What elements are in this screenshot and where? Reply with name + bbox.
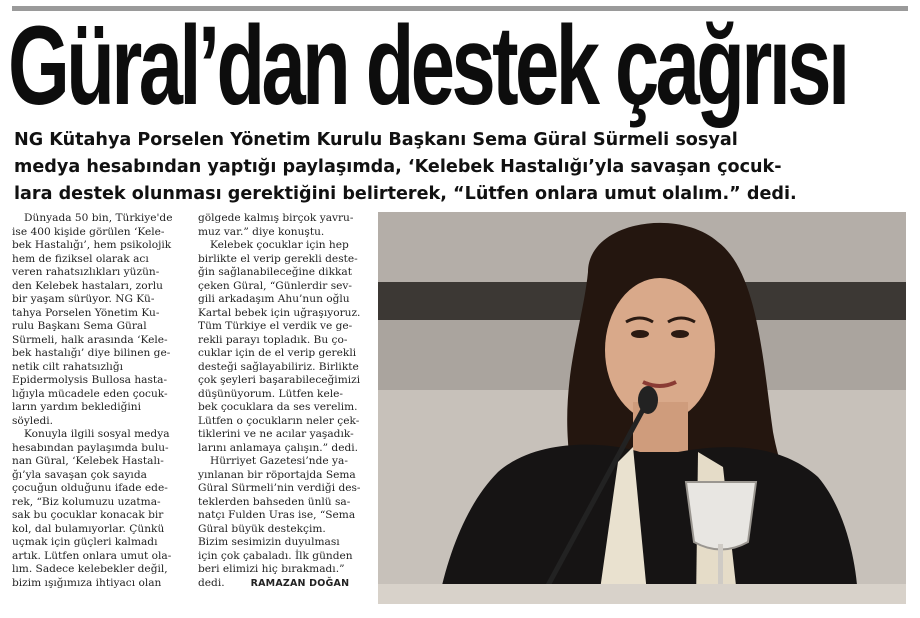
text-line: Kartal bebek için uğraşıyoruz. — [198, 306, 361, 319]
text-line: Sürmeli, halk arasında ‘Kele- — [12, 333, 168, 346]
text-line: netik cilt rahatsızlığı — [12, 360, 123, 373]
text-line: rek, “Biz kolumuzu uzatma- — [12, 495, 161, 508]
headline: Güral’dan destek çağrısı — [8, 3, 847, 128]
text-line: larını anlamaya çalışın.” dedi. — [198, 441, 359, 454]
text-line: Konuyla ilgili sosyal medya — [24, 428, 170, 440]
text-line: bek hastalığı’ diye bilinen ge- — [12, 347, 171, 359]
text-line: Güral Sürmeli’nin verdiği des- — [198, 482, 361, 494]
text-line: çocuğun olduğunu ifade ede- — [12, 482, 168, 494]
text-line: muz var.” diye konuştu. — [198, 225, 325, 238]
text-line: cuklar için de el verip gerekli — [198, 347, 357, 359]
paragraph — [198, 212, 368, 239]
text-line: teklerden bahseden ünlü sa- — [198, 495, 351, 508]
text-line: bek çocuklara da ses verelim. — [198, 401, 358, 413]
text-line: yınlanan bir röportajda Sema — [198, 468, 356, 481]
paragraph — [198, 455, 368, 577]
text-line: natçı Fulden Uras ise, “Sema — [198, 509, 356, 521]
lead-paragraph — [14, 127, 906, 208]
lead-line: medya hesabından yaptığı paylaşımda, ‘Kelebek Hastalığı’yla savaşan çocuk- — [14, 157, 782, 177]
text-line: hem de fiziksel olarak acı — [12, 252, 149, 265]
text-line: veren rahatsızlıkları yüzün- — [12, 266, 160, 278]
closing-line — [198, 577, 368, 591]
text-line: lım. Sadece kelebekler değil, — [12, 563, 168, 575]
lead-line: NG Kütahya Porselen Yönetim Kurulu Başkanı Sema Güral Sürmeli sosyal — [14, 130, 738, 150]
text-line: beri elimizi hiç bırakmadı.” — [198, 563, 345, 575]
text-line: Lütfen o çocukların neler çek- — [198, 414, 360, 427]
article-column-1 — [12, 212, 180, 590]
text-line: artık. Lütfen onlara umut ola- — [12, 549, 172, 562]
text-line: Kelebek çocuklar için hep — [210, 239, 349, 251]
text-line: sak bu çocuklar konacak bir — [12, 509, 164, 521]
text-line: tahya Porselen Yönetim Ku- — [12, 306, 160, 319]
text-line: ğı’yla savaşan çok sayıda — [12, 468, 147, 481]
text-line: Hürriyet Gazetesi’nde ya- — [210, 455, 348, 467]
text-line: çok şeyleri başarabileceğimizi — [198, 374, 361, 386]
lead-line: lara destek olunması gerektiğini belirterek, “Lütfen onlara umut olalım.” dedi. — [14, 184, 797, 204]
text-line: düşünüyorum. Lütfen kele- — [198, 387, 343, 400]
text-line: kol, dal bulamıyorlar. Çünkü — [12, 522, 165, 535]
text-line: Dünyada 50 bin, Türkiye'de — [24, 212, 173, 224]
text-line: bizim ışığımıza ihtiyacı olan — [12, 576, 162, 589]
text-line: için çok çabaladı. İlk günden — [198, 549, 353, 562]
text-line: Tüm Türkiye el verdik ve ge- — [198, 320, 353, 332]
text-line: birlikte el verip gerekli deste- — [198, 252, 358, 265]
byline: RAMAZAN DOĞAN — [250, 577, 350, 589]
text-line: ise 400 kişide görülen ‘Kele- — [12, 225, 165, 238]
text-line: ların yardım beklediğini — [12, 401, 141, 413]
text-line: Bizim sesimizin duyulması — [198, 536, 340, 548]
text-line: rulu Başkanı Sema Güral — [12, 320, 147, 332]
portrait-photo — [378, 212, 906, 604]
paragraph — [12, 428, 180, 590]
closing-word: dedi. — [198, 576, 225, 589]
text-line: bek Hastalığı’, hem psikolojik — [12, 239, 172, 251]
text-line: gili arkadaşım Ahu’nun oğlu — [198, 293, 350, 305]
text-line: Epidermolysis Bullosa hasta- — [12, 374, 168, 386]
text-line: nan Güral, ‘Kelebek Hastalı- — [12, 455, 164, 467]
text-line: çeken Güral, “Günlerdir sev- — [198, 279, 352, 292]
article-column-2 — [198, 212, 368, 590]
text-line: den Kelebek hastaları, zorlu — [12, 279, 163, 292]
text-line: gölgede kalmış birçok yavru- — [198, 212, 354, 224]
text-line: ğin sağlanabileceğine dikkat — [198, 266, 352, 278]
text-line: söyledi. — [12, 414, 53, 427]
text-line: uçmak için güçleri kalmadı — [12, 536, 158, 548]
text-line: rekli parayı topladık. Bu ço- — [198, 333, 348, 346]
text-line: Güral büyük destekçim. — [198, 522, 326, 535]
text-line: lığıyla mücadele eden çocuk- — [12, 387, 168, 400]
paragraph — [12, 212, 180, 428]
text-line: bir yaşam sürüyor. NG Kü- — [12, 293, 155, 305]
text-line: desteği sağlayabiliriz. Birlikte — [198, 360, 359, 373]
paragraph — [198, 239, 368, 455]
text-line: tiklerini ve ne acılar yaşadık- — [198, 428, 354, 440]
text-line: hesabından paylaşımda bulu- — [12, 441, 169, 454]
